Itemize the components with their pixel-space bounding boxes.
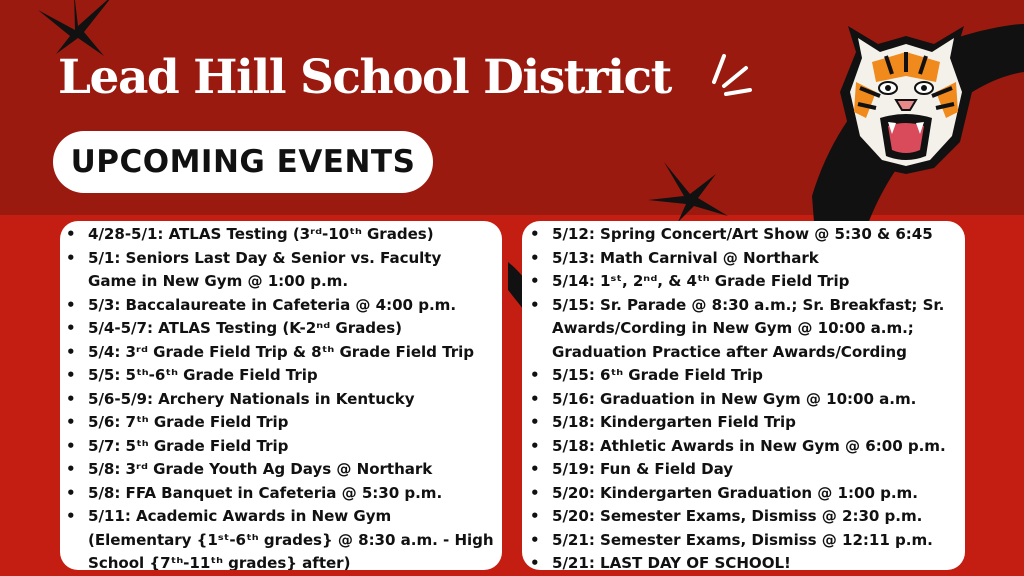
event-item: • 5/18: Athletic Awards in New Gym @ 6:00 p.m.: [548, 435, 959, 459]
event-item: • 5/1: Seniors Last Day & Senior vs. Faculty Game in New Gym @ 1:00 p.m.: [84, 247, 496, 294]
event-item: • 5/5: 5ᵗʰ-6ᵗʰ Grade Field Trip: [84, 364, 496, 388]
sparkle-accent-icon: [708, 52, 754, 98]
event-item: • 5/14: 1ˢᵗ, 2ⁿᵈ, & 4ᵗʰ Grade Field Trip: [548, 270, 959, 294]
event-item: • 5/4-5/7: ATLAS Testing (K-2ⁿᵈ Grades): [84, 317, 496, 341]
event-item: • 5/12: Spring Concert/Art Show @ 5:30 & 6:45: [548, 223, 959, 247]
event-item: • 5/6: 7ᵗʰ Grade Field Trip: [84, 411, 496, 435]
event-item: • 5/20: Semester Exams, Dismiss @ 2:30 p.m.: [548, 505, 959, 529]
event-item: • 5/20: Kindergarten Graduation @ 1:00 p.m.: [548, 482, 959, 506]
event-item: • 5/8: 3ʳᵈ Grade Youth Ag Days @ Northark: [84, 458, 496, 482]
event-item: • 5/11: Academic Awards in New Gym (Elementary {1ˢᵗ-6ᵗʰ grades} @ 8:30 a.m. - High School {7ᵗʰ-11ᵗʰ grades} after): [84, 505, 496, 570]
event-item: • 5/18: Kindergarten Field Trip: [548, 411, 959, 435]
event-item: • 5/21: Semester Exams, Dismiss @ 12:11 p.m.: [548, 529, 959, 553]
event-item: • 5/4: 3ʳᵈ Grade Field Trip & 8ᵗʰ Grade Field Trip: [84, 341, 496, 365]
events-list-right: [548, 223, 959, 570]
event-item: • 5/6-5/9: Archery Nationals in Kentucky: [84, 388, 496, 412]
events-card-left: [60, 221, 502, 570]
event-item: • 5/7: 5ᵗʰ Grade Field Trip: [84, 435, 496, 459]
event-item: • 5/15: Sr. Parade @ 8:30 a.m.; Sr. Breakfast; Sr. Awards/Cording in New Gym @ 10:00 a.m.; Graduation Practice after Awards/Cording: [548, 294, 959, 365]
event-item: • 5/13: Math Carnival @ Northark: [548, 247, 959, 271]
star-burst-icon: [648, 160, 732, 222]
events-list-left: [84, 223, 496, 570]
event-item: • 5/3: Baccalaureate in Cafeteria @ 4:00 p.m.: [84, 294, 496, 318]
upcoming-events-banner: [53, 131, 433, 193]
event-item: • 5/21: LAST DAY OF SCHOOL!: [548, 552, 959, 570]
event-item: • 4/28-5/1: ATLAS Testing (3ʳᵈ-10ᵗʰ Grades): [84, 223, 496, 247]
tiger-head-icon: [836, 22, 976, 174]
event-item: • 5/8: FFA Banquet in Cafeteria @ 5:30 p.m.: [84, 482, 496, 506]
upcoming-events-heading: UPCOMING EVENTS: [70, 144, 416, 180]
event-item: • 5/15: 6ᵗʰ Grade Field Trip: [548, 364, 959, 388]
events-card-right: [522, 221, 965, 570]
event-item: • 5/19: Fun & Field Day: [548, 458, 959, 482]
event-item: • 5/16: Graduation in New Gym @ 10:00 a.m.: [548, 388, 959, 412]
district-title: Lead Hill School District: [58, 50, 671, 105]
